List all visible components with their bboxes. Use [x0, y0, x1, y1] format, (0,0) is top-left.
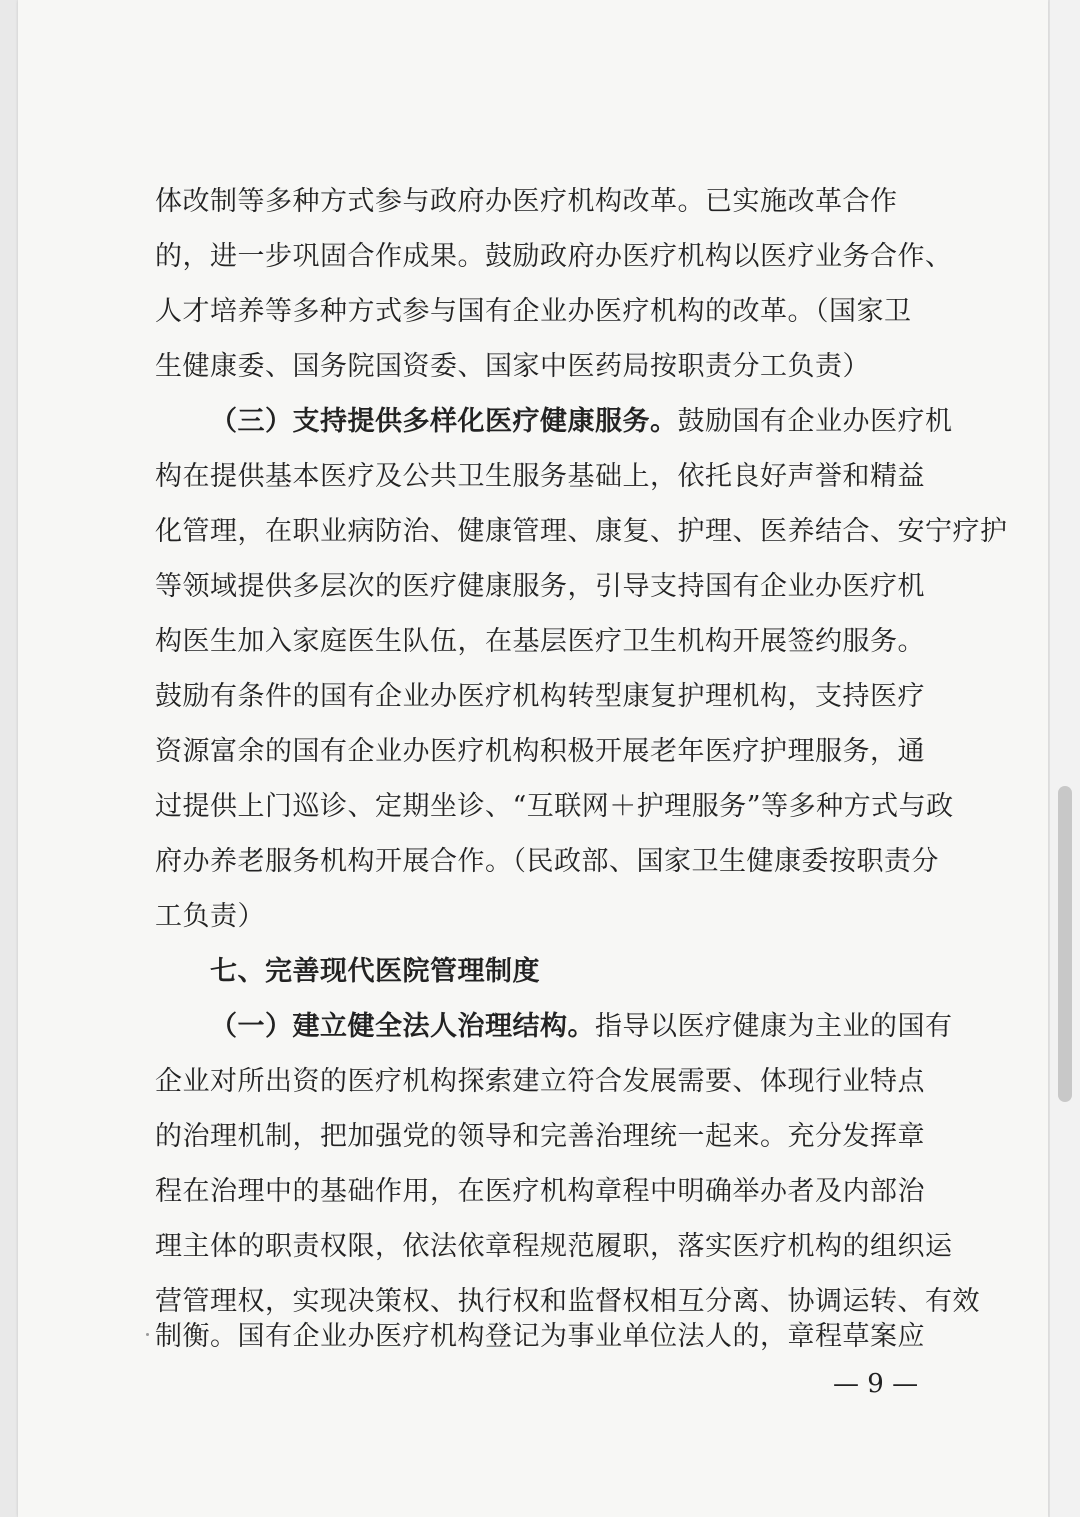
section-1-line: [210, 1007, 953, 1047]
text-line: 的，进一步巩固合作成果。鼓励政府办医疗机构以医疗业务合作、: [155, 241, 953, 272]
text-line: 生健康委、国务院国资委、国家中医药局按职责分工负责）: [155, 351, 870, 382]
text-line: 工负责）: [155, 901, 265, 932]
text-line: 府办养老服务机构开展合作。（民政部、国家卫生健康委按职责分: [155, 846, 939, 877]
text-line: 理主体的职责权限，依法依章程规范履职，落实医疗机构的组织运: [155, 1231, 953, 1262]
section-3-line: [210, 402, 953, 442]
text-line: 化管理，在职业病防治、健康管理、康复、护理、医养结合、安宁疗护: [155, 516, 1008, 547]
text-line: 过提供上门巡诊、定期坐诊、“互联网＋护理服务”等多种方式与政: [155, 791, 954, 822]
text-line: 人才培养等多种方式参与国有企业办医疗机构的改革。（国家卫: [155, 296, 912, 327]
section-3-title: （三）支持提供多样化医疗健康服务。: [210, 406, 678, 437]
text-line: 企业对所出资的医疗机构探索建立符合发展需要、体现行业特点: [155, 1066, 925, 1097]
text-line: 制衡。国有企业办医疗机构登记为事业单位法人的，章程草案应: [155, 1321, 925, 1352]
text-line: 构在提供基本医疗及公共卫生服务基础上，依托良好声誉和精益: [155, 461, 925, 492]
section-1-text: 指导以医疗健康为主业的国有: [595, 1011, 953, 1042]
text-line: 的治理机制，把加强党的领导和完善治理统一起来。充分发挥章: [155, 1121, 925, 1152]
document-page: [18, 0, 1048, 1517]
text-line: 营管理权，实现决策权、执行权和监督权相互分离、协调运转、有效: [155, 1286, 980, 1317]
text-line: 资源富余的国有企业办医疗机构积极开展老年医疗护理服务，通: [155, 736, 925, 767]
scrollbar-thumb[interactable]: [1058, 786, 1072, 1102]
text-line: 等领域提供多层次的医疗健康服务，引导支持国有企业办医疗机: [155, 571, 925, 602]
text-line: 体改制等多种方式参与政府办医疗机构改革。已实施改革合作: [155, 186, 898, 217]
page-number: — 9 —: [833, 1369, 919, 1399]
chapter-7-heading: 七、完善现代医院管理制度: [210, 956, 540, 987]
scrollbar[interactable]: [1049, 0, 1080, 1517]
scan-speck: [146, 1333, 149, 1336]
section-3-text: 鼓励国有企业办医疗机: [677, 406, 953, 437]
section-1-title: （一）建立健全法人治理结构。: [210, 1011, 595, 1042]
text-line: 构医生加入家庭医生队伍，在基层医疗卫生机构开展签约服务。: [155, 626, 925, 657]
text-line: 鼓励有条件的国有企业办医疗机构转型康复护理机构，支持医疗: [155, 681, 925, 712]
text-line: 程在治理中的基础作用，在医疗机构章程中明确举办者及内部治: [155, 1176, 925, 1207]
